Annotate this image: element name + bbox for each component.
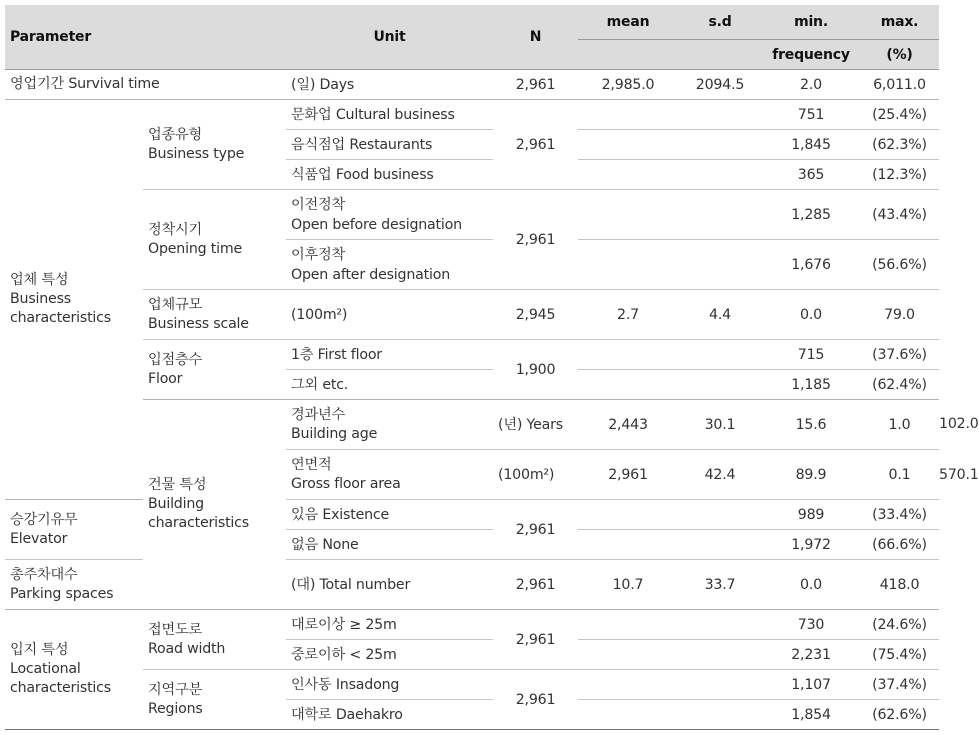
param-en: Parking spaces	[10, 585, 114, 602]
unit-en: Open before designation	[291, 216, 462, 233]
header-unit: Unit	[286, 5, 493, 70]
min-cell: 0.0	[762, 560, 860, 610]
unit-cell	[286, 240, 493, 290]
header-blank-1	[578, 40, 678, 70]
unit-cell: 1층 First floor	[286, 340, 493, 370]
freq-cell: 1,676	[762, 240, 860, 290]
blank-cell	[578, 530, 762, 560]
mean-cell: 42.4	[678, 450, 762, 500]
param-en: Opening time	[148, 240, 242, 257]
n-cell: 2,961	[493, 190, 578, 290]
min-cell: 0.0	[762, 290, 860, 340]
pct-cell: (12.3%)	[860, 160, 939, 190]
pct-cell: (62.4%)	[860, 370, 939, 400]
n-cell: 2,961	[493, 670, 578, 730]
unit-en: Open after designation	[291, 266, 451, 283]
param-ko: 정착시기	[148, 221, 203, 238]
group-building	[143, 400, 286, 610]
n-cell: 2,443	[578, 400, 678, 450]
max-cell: 418.0	[860, 560, 939, 610]
pct-cell: (56.6%)	[860, 240, 939, 290]
freq-cell: 730	[762, 610, 860, 640]
param-ko: 총주차대수	[10, 566, 78, 583]
group-building-en1: Building	[148, 496, 204, 512]
unit-cell: 식품업 Food business	[286, 160, 493, 190]
table-row	[5, 610, 939, 640]
freq-cell: 1,185	[762, 370, 860, 400]
pct-cell: (62.6%)	[860, 700, 939, 730]
pct-cell: (37.6%)	[860, 340, 939, 370]
blank-cell	[578, 610, 762, 640]
param-ko: 지역구분	[148, 681, 203, 698]
param-en: Elevator	[10, 530, 68, 547]
param-ko: 입점층수	[148, 351, 203, 368]
table-row	[5, 340, 939, 370]
blank-cell	[578, 640, 762, 670]
pct-cell: (37.4%)	[860, 670, 939, 700]
group-location	[5, 610, 143, 730]
table-row	[5, 190, 939, 240]
unit-cell: 대학로 Daehakro	[286, 700, 493, 730]
blank-cell	[578, 100, 762, 130]
mean-cell: 30.1	[678, 400, 762, 450]
max-cell: 79.0	[860, 290, 939, 340]
unit-cell: 있음 Existence	[286, 500, 493, 530]
pct-cell: (66.6%)	[860, 530, 939, 560]
header-n: N	[493, 5, 578, 70]
group-location-en1: Locational	[10, 661, 81, 677]
blank-cell	[578, 700, 762, 730]
table-row: 연면적 Gross floor area (100m²) 2,961 42.4 89.9 0.1 570.1	[5, 450, 939, 500]
param-business-type	[143, 100, 286, 190]
survival-max: 6,011.0	[860, 70, 939, 100]
unit-cell: (100m²)	[493, 450, 578, 500]
param-elevator	[5, 500, 143, 560]
freq-cell: 1,285	[762, 190, 860, 240]
param-business-scale	[143, 290, 286, 340]
header-parameter: Parameter	[5, 5, 286, 70]
param-ko: 업체규모	[148, 296, 203, 313]
group-business	[5, 100, 143, 500]
param-ko: 승강기유무	[10, 511, 78, 528]
param-en: Building age	[291, 425, 378, 442]
freq-cell: 1,972	[762, 530, 860, 560]
statistics-table	[5, 5, 979, 730]
blank-cell	[578, 190, 762, 240]
unit-cell: 없음 None	[286, 530, 493, 560]
freq-cell: 365	[762, 160, 860, 190]
param-floor	[143, 340, 286, 400]
param-ko: 경과년수	[291, 406, 346, 423]
header-blank-2	[678, 40, 762, 70]
unit-ko: 이전정착	[291, 196, 346, 213]
table-row	[5, 670, 939, 700]
pct-cell: (75.4%)	[860, 640, 939, 670]
sd-cell: 4.4	[678, 290, 762, 340]
table-row: 건물 특성 Building characteristics 경과년수 Building age (년) Years 2,443 30.1 15.6 1.0 102.0	[5, 400, 939, 450]
header-sd: s.d	[678, 5, 762, 40]
group-business-en2: characteristics	[10, 310, 111, 326]
n-cell: 2,961	[493, 500, 578, 560]
survival-unit: (일) Days	[286, 70, 493, 100]
param-en: Floor	[148, 370, 183, 387]
param-en: Business type	[148, 145, 245, 162]
freq-cell: 2,231	[762, 640, 860, 670]
param-opening-time	[143, 190, 286, 290]
group-business-ko: 업체 특성	[10, 272, 69, 288]
header-max: max.	[860, 5, 939, 40]
survival-mean: 2,985.0	[578, 70, 678, 100]
unit-cell: 인사동 Insadong	[286, 670, 493, 700]
blank-cell	[578, 670, 762, 700]
param-en: Business scale	[148, 315, 249, 332]
unit-cell	[286, 190, 493, 240]
param-parking-spaces	[5, 560, 143, 610]
survival-label: 영업기간 Survival time	[5, 70, 286, 100]
param-en: Gross floor area	[291, 475, 401, 492]
unit-cell: (년) Years	[493, 400, 578, 450]
group-location-ko: 입지 특성	[10, 642, 69, 658]
sd-cell: 89.9	[762, 450, 860, 500]
pct-cell: (25.4%)	[860, 100, 939, 130]
table-row	[5, 100, 939, 130]
blank-cell	[578, 500, 762, 530]
header-min: min.	[762, 5, 860, 40]
survival-min: 2.0	[762, 70, 860, 100]
group-building-ko: 건물 특성	[148, 477, 207, 493]
blank-cell	[578, 130, 762, 160]
sd-cell: 15.6	[762, 400, 860, 450]
freq-cell: 1,854	[762, 700, 860, 730]
sd-cell: 33.7	[678, 560, 762, 610]
group-business-en1: Business	[10, 291, 71, 307]
n-cell: 2,961	[493, 100, 578, 190]
min-cell: 0.1	[860, 450, 939, 500]
pct-cell: (24.6%)	[860, 610, 939, 640]
param-gross-floor-area	[286, 450, 493, 500]
mean-cell: 10.7	[578, 560, 678, 610]
survival-sd: 2094.5	[678, 70, 762, 100]
group-location-en2: characteristics	[10, 680, 111, 696]
param-building-age	[286, 400, 493, 450]
unit-cell: 중로이하 < 25m	[286, 640, 493, 670]
unit-cell: (100m²)	[286, 290, 493, 340]
n-cell: 1,900	[493, 340, 578, 400]
freq-cell: 989	[762, 500, 860, 530]
n-cell: 2,945	[493, 290, 578, 340]
n-cell: 2,961	[578, 450, 678, 500]
param-ko: 업종유형	[148, 126, 203, 143]
blank-cell	[578, 370, 762, 400]
header-mean: mean	[578, 5, 678, 40]
group-building-en2: characteristics	[148, 515, 249, 531]
min-cell: 1.0	[860, 400, 939, 450]
param-ko: 연면적	[291, 456, 332, 473]
unit-cell: 문화업 Cultural business	[286, 100, 493, 130]
table-row-survival	[5, 70, 939, 100]
param-road-width	[143, 610, 286, 670]
header-percent: (%)	[860, 40, 939, 70]
freq-cell: 751	[762, 100, 860, 130]
table-row	[5, 290, 939, 340]
param-en: Regions	[148, 700, 203, 717]
param-regions	[143, 670, 286, 730]
survival-n: 2,961	[493, 70, 578, 100]
unit-cell: (대) Total number	[286, 560, 493, 610]
unit-ko: 이후정착	[291, 246, 346, 263]
unit-cell: 음식점업 Restaurants	[286, 130, 493, 160]
param-ko: 접면도로	[148, 621, 203, 638]
param-en: Road width	[148, 640, 226, 657]
blank-cell	[578, 240, 762, 290]
freq-cell: 1,845	[762, 130, 860, 160]
pct-cell: (62.3%)	[860, 130, 939, 160]
n-cell: 2,961	[493, 560, 578, 610]
pct-cell: (33.4%)	[860, 500, 939, 530]
freq-cell: 1,107	[762, 670, 860, 700]
unit-cell: 대로이상 ≥ 25m	[286, 610, 493, 640]
pct-cell: (43.4%)	[860, 190, 939, 240]
header-frequency: frequency	[762, 40, 860, 70]
unit-cell: 그외 etc.	[286, 370, 493, 400]
blank-cell	[578, 340, 762, 370]
n-cell: 2,961	[493, 610, 578, 670]
blank-cell	[578, 160, 762, 190]
freq-cell: 715	[762, 340, 860, 370]
mean-cell: 2.7	[578, 290, 678, 340]
